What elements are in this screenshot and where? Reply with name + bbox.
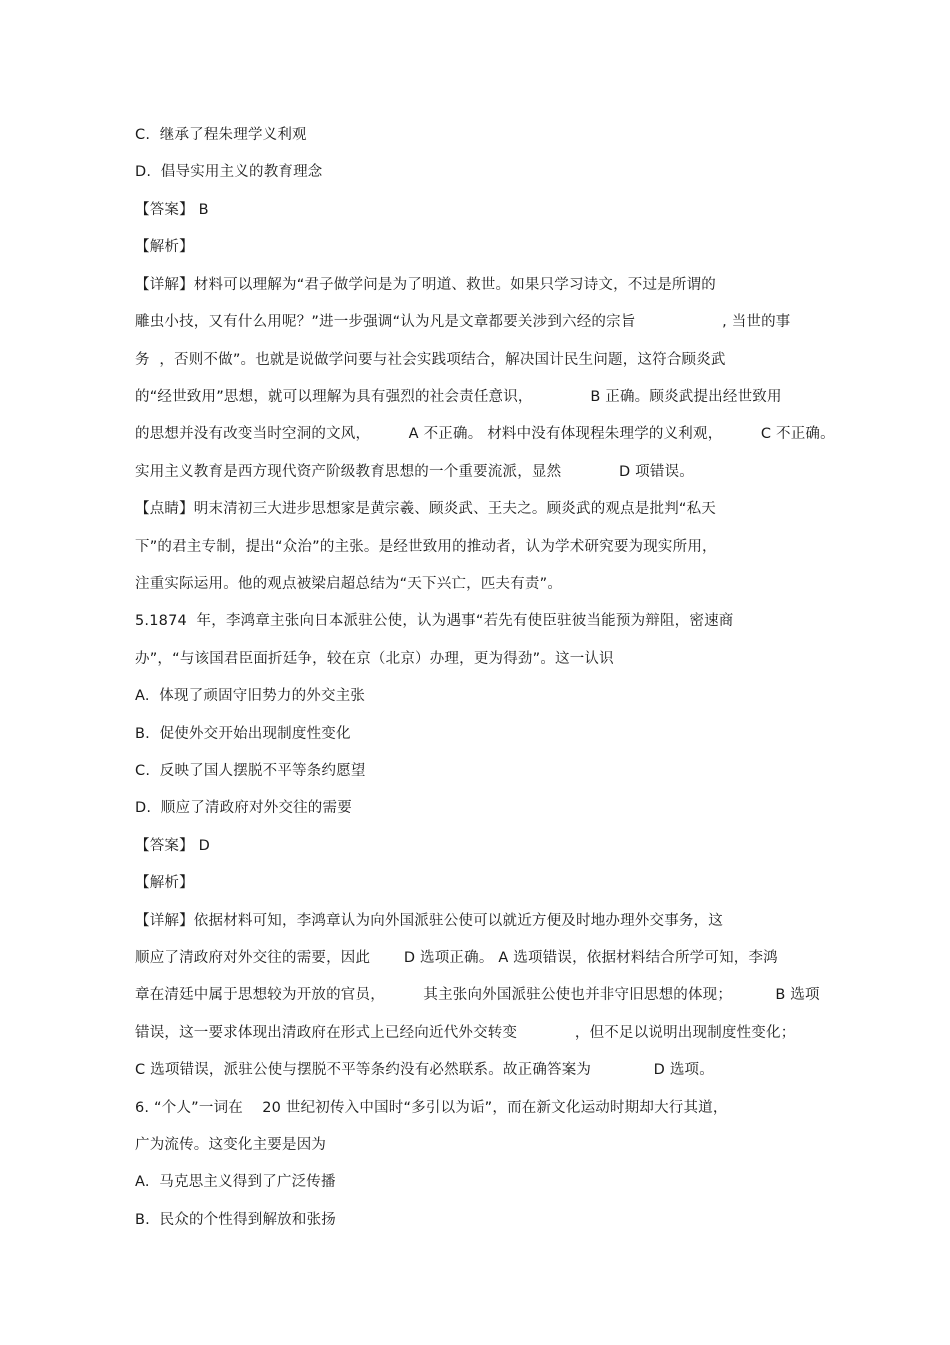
answer-label: 【答案】 D: [135, 838, 210, 854]
detail-text: 章在清廷中属于思想较为开放的官员， 其主张向外国派驻公使也并非守旧思想的体现； B 选项: [135, 987, 820, 1003]
detail-text: 雕虫小技，又有什么用呢？”进一步强调“认为凡是文章都要关涉到六经的宗旨 , 当世的事: [135, 314, 791, 330]
comment-text: 【点睛】明末清初三大进步思想家是黄宗羲、顾炎武、王夫之。顾炎武的观点是批判“私天: [135, 501, 717, 517]
detail-text: C 选项错误，派驻公使与摆脱不平等条约没有必然联系。故正确答案为 D 选项。: [135, 1062, 714, 1078]
analysis-label: 【解析】: [135, 875, 194, 891]
option-a: A. 体现了顽固守旧势力的外交主张: [135, 688, 366, 704]
option-a: A. 马克思主义得到了广泛传播: [135, 1174, 336, 1190]
answer-label: 【答案】 B: [135, 202, 209, 218]
detail-text: 的“经世致用”思想，就可以理解为具有强烈的社会责任意识， B 正确。顾炎武提出经世致用: [135, 389, 782, 405]
option-d: D. 倡导实用主义的教育理念: [135, 164, 323, 180]
option-b: B. 促使外交开始出现制度性变化: [135, 726, 351, 742]
comment-text: 注重实际运用。他的观点被梁启超总结为“天下兴亡，匹夫有责”。: [135, 576, 563, 592]
option-c: C. 反映了国人摆脱不平等条约愿望: [135, 763, 366, 779]
detail-text: 务 ，否则不做”。也就是说做学问要与社会实践项结合，解决国计民生问题，这符合顾炎武: [135, 352, 726, 368]
detail-text: 错误，这一要求体现出清政府在形式上已经向近代外交转变 ，但不足以说明出现制度性变化；: [135, 1025, 796, 1041]
comment-text: 下”的君主专制，提出“众治”的主张。是经世致用的推动者，认为学术研究要为现实所用，: [135, 539, 717, 555]
option-b: B. 民众的个性得到解放和张扬: [135, 1212, 336, 1228]
question-text: 广为流传。这变化主要是因为: [135, 1137, 327, 1153]
detail-text: 顺应了清政府对外交往的需要，因此 D 选项正确。 A 选项错误，依据材料结合所学可知，李鸿: [135, 950, 778, 966]
option-d: D. 顺应了清政府对外交往的需要: [135, 800, 352, 816]
question-text: 6. “个人”一词在 20 世纪初传入中国时“多引以为诟”，而在新文化运动时期却大行其道，: [135, 1100, 728, 1116]
detail-text: 【详解】材料可以理解为“君子做学问是为了明道、救世。如果只学习诗文，不过是所谓的: [135, 277, 717, 293]
detail-text: 实用主义教育是西方现代资产阶级教育思想的一个重要流派，显然 D 项错误。: [135, 464, 694, 480]
detail-text: 的思想并没有改变当时空洞的文风， A 不正确。 材料中没有体现程朱理学的义利观， C 不正确。: [135, 426, 835, 442]
option-c: C. 继承了程朱理学义利观: [135, 127, 307, 143]
detail-text: 【详解】依据材料可知，李鸿章认为向外国派驻公使可以就近方便及时地办理外交事务，这: [135, 913, 723, 929]
question-text: 办”，“与该国君臣面折廷争，较在京（北京）办理，更为得劲”。这一认识: [135, 651, 614, 667]
analysis-label: 【解析】: [135, 239, 194, 255]
question-text: 5.1874 年，李鸿章主张向日本派驻公使，认为遇事“若先有使臣驻彼当能预为辩阻，密速商: [135, 613, 734, 629]
